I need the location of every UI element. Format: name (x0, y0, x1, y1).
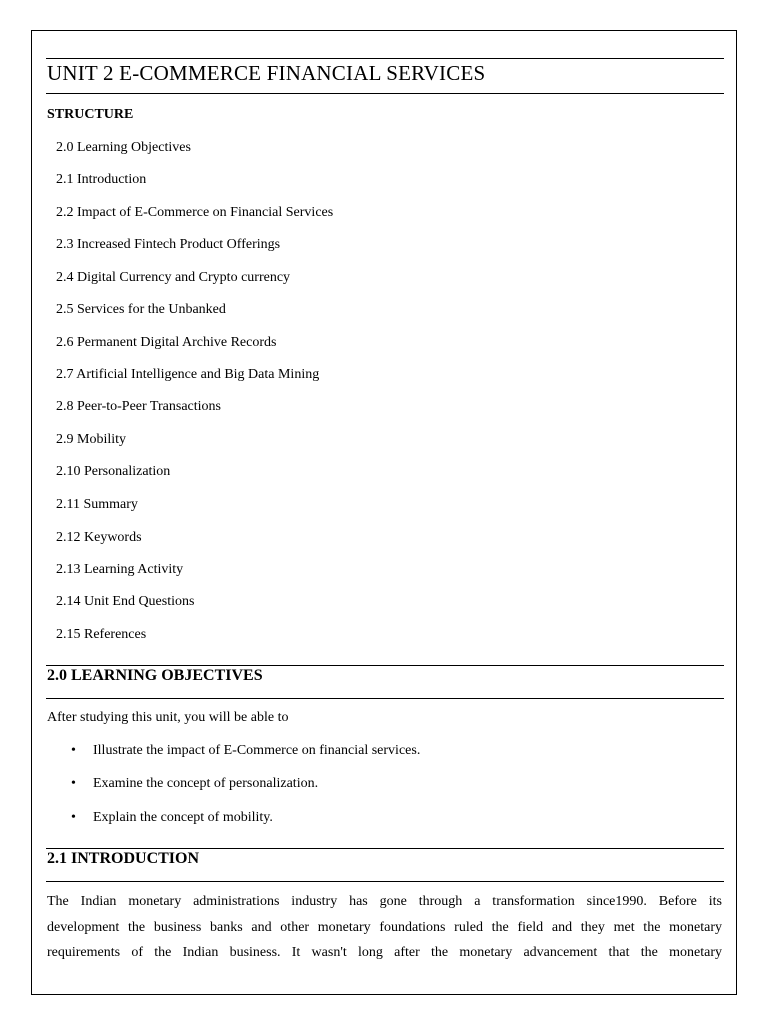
toc-item: 2.9 Mobility (56, 432, 127, 447)
title-top-rule (46, 58, 724, 59)
toc-item: 2.5 Services for the Unbanked (56, 302, 226, 317)
paragraph-line: The Indian monetary administrations industry has gone through a transformation since1990. Before its (47, 894, 722, 909)
introduction-paragraph (47, 889, 722, 966)
toc-item: 2.8 Peer-to-Peer Transactions (56, 399, 221, 414)
toc-item: 2.4 Digital Currency and Crypto currency (56, 270, 291, 285)
bullet-icon: • (71, 776, 76, 791)
toc-item: 2.14 Unit End Questions (56, 594, 195, 609)
introduction-top-rule (46, 848, 724, 849)
bullet-icon: • (71, 743, 76, 758)
unit-title: UNIT 2 E-COMMERCE FINANCIAL SERVICES (47, 61, 486, 85)
title-bottom-rule (46, 93, 724, 94)
toc-item: 2.3 Increased Fintech Product Offerings (56, 237, 281, 252)
paragraph-line: development the business banks and other monetary foundations ruled the field and they met the monetary (47, 919, 722, 935)
bullet-icon: • (71, 810, 76, 825)
structure-label: STRUCTURE (47, 107, 134, 122)
list-item: Examine the concept of personalization. (93, 776, 319, 791)
list-item: Explain the concept of mobility. (93, 810, 273, 825)
objectives-heading: 2.0 LEARNING OBJECTIVES (47, 667, 263, 684)
toc-item: 2.13 Learning Activity (56, 562, 184, 577)
toc-item: 2.2 Impact of E-Commerce on Financial Services (56, 205, 334, 220)
toc-item: 2.11 Summary (56, 497, 138, 512)
toc-item: 2.6 Permanent Digital Archive Records (56, 335, 277, 350)
list-item: Illustrate the impact of E-Commerce on financial services. (93, 743, 421, 758)
objectives-intro: After studying this unit, you will be able to (47, 710, 289, 725)
paragraph-line: requirements of the Indian business. It wasn't long after the monetary advancement that the monetary (47, 945, 722, 960)
toc-item: 2.7 Artificial Intelligence and Big Data Mining (56, 367, 320, 382)
toc-item: 2.10 Personalization (56, 464, 171, 479)
objectives-top-rule (46, 665, 724, 666)
toc-item: 2.12 Keywords (56, 530, 142, 545)
toc-item: 2.1 Introduction (56, 172, 147, 187)
introduction-heading: 2.1 INTRODUCTION (47, 850, 200, 867)
toc-item: 2.0 Learning Objectives (56, 140, 191, 155)
introduction-bottom-rule (46, 881, 724, 882)
toc-item: 2.15 References (56, 627, 147, 642)
objectives-bottom-rule (46, 698, 724, 699)
